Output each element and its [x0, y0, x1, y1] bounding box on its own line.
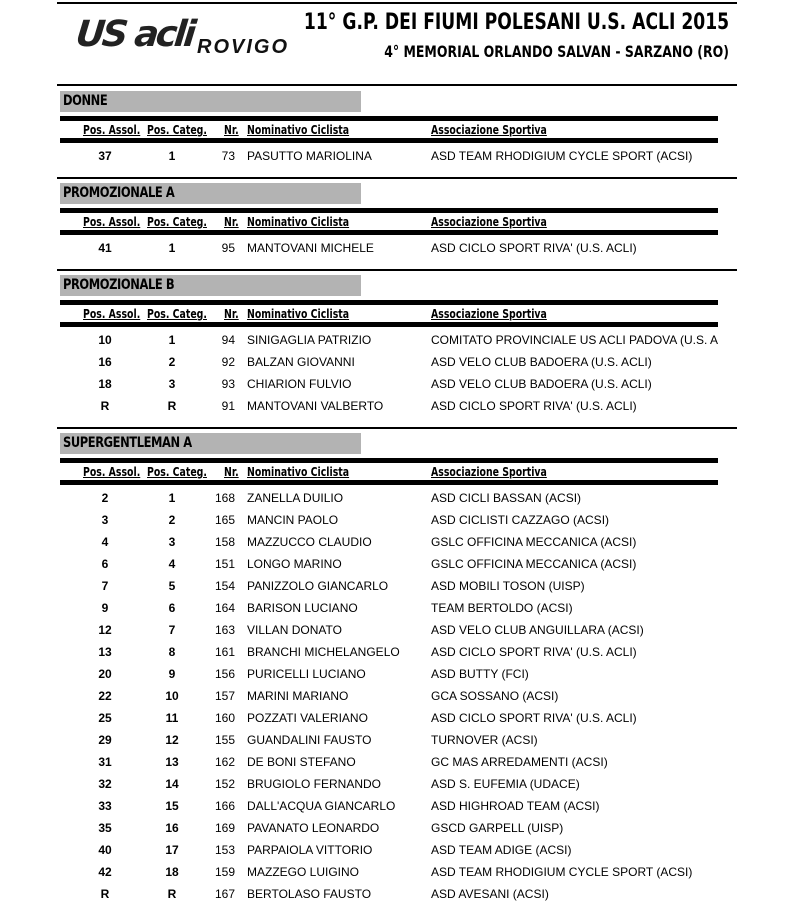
table-row [57, 399, 737, 421]
city-label: ROVIGO [197, 36, 290, 58]
category-position: 12 [165, 733, 179, 747]
column-header-name: Nominativo Ciclista [247, 123, 350, 137]
table-row [57, 355, 737, 377]
sports-club: GSLC OFFICINA MECCANICA (ACSI) [431, 557, 637, 571]
section-title [60, 275, 361, 296]
event-subtitle: 4° MEMORIAL ORLANDO SALVAN - SARZANO (RO) [384, 42, 729, 61]
rider-name: CHIARION FULVIO [247, 377, 352, 391]
rider-name: MAZZUCCO CLAUDIO [247, 535, 372, 549]
table-row [57, 557, 737, 579]
rider-name: PARPAIOLA VITTORIO [247, 843, 373, 857]
sports-club: ASD VELO CLUB ANGUILLARA (ACSI) [431, 623, 644, 637]
bib-number: 169 [214, 821, 235, 835]
absolute-position: 20 [98, 667, 112, 681]
category-position: 17 [165, 843, 179, 857]
section-title-text: PROMOZIONALE A [63, 185, 175, 201]
rider-name: BRUGIOLO FERNANDO [247, 777, 382, 791]
column-header-nr: Nr. [224, 123, 239, 137]
table-row [57, 535, 737, 557]
category-position: 16 [165, 821, 179, 835]
column-header-club: Associazione Sportiva [431, 123, 547, 137]
sports-club: ASD MOBILI TOSON (UISP) [431, 579, 585, 593]
absolute-position: 37 [98, 149, 112, 163]
bib-number: 163 [214, 623, 235, 637]
column-header-name: Nominativo Ciclista [247, 215, 350, 229]
absolute-position: 33 [98, 799, 112, 813]
sports-club: ASD CICLI BASSAN (ACSI) [431, 491, 582, 505]
section-title [60, 183, 361, 204]
absolute-position: 4 [101, 535, 109, 549]
sports-club: ASD CICLISTI CAZZAGO (ACSI) [431, 513, 610, 527]
column-headers [57, 123, 737, 137]
header-bar-top [60, 116, 718, 121]
bib-number: 73 [221, 149, 235, 163]
sports-club: ASD CICLO SPORT RIVA' (U.S. ACLI) [431, 645, 637, 659]
table-row [57, 755, 737, 777]
section-title [60, 433, 361, 454]
column-header-name: Nominativo Ciclista [247, 465, 350, 479]
table-row [57, 821, 737, 843]
us-acli-logo: US acli [73, 14, 196, 55]
table-row [57, 241, 737, 263]
bib-number: 95 [221, 241, 235, 255]
bib-number: 152 [214, 777, 235, 791]
absolute-position: 16 [98, 355, 112, 369]
rider-name: BALZAN GIOVANNI [247, 355, 355, 369]
absolute-position: 35 [98, 821, 112, 835]
absolute-position: 10 [98, 333, 112, 347]
category-position: 15 [165, 799, 179, 813]
column-header-pos: Pos. Assol. [83, 215, 141, 229]
category-position: 1 [168, 241, 176, 255]
sports-club: GCA SOSSANO (ACSI) [431, 689, 559, 703]
absolute-position: 29 [98, 733, 112, 747]
header-bar-bottom [60, 322, 718, 327]
absolute-position: 40 [98, 843, 112, 857]
category-position: R [167, 887, 177, 901]
rider-name: MAZZEGO LUIGINO [247, 865, 360, 879]
header-bar-top [60, 208, 718, 213]
sports-club: ASD VELO CLUB BADOERA (U.S. ACLI) [431, 377, 652, 391]
bib-number: 94 [221, 333, 235, 347]
sports-club: TEAM BERTOLDO (ACSI) [431, 601, 573, 615]
column-header-cat: Pos. Categ. [147, 307, 207, 321]
bib-number: 153 [214, 843, 235, 857]
bib-number: 92 [221, 355, 235, 369]
column-header-pos: Pos. Assol. [83, 123, 141, 137]
bib-number: 91 [221, 399, 235, 413]
table-row [57, 579, 737, 601]
category-position: 4 [168, 557, 176, 571]
column-header-club: Associazione Sportiva [431, 215, 547, 229]
column-headers [57, 465, 737, 479]
table-row [57, 149, 737, 171]
section-divider [57, 177, 737, 179]
table-row [57, 843, 737, 865]
bib-number: 160 [214, 711, 235, 725]
column-header-cat: Pos. Categ. [147, 123, 207, 137]
category-position: 10 [165, 689, 179, 703]
bib-number: 168 [214, 491, 235, 505]
bib-number: 158 [214, 535, 235, 549]
rider-name: PURICELLI LUCIANO [247, 667, 366, 681]
category-position: 7 [168, 623, 176, 637]
category-position: 3 [168, 535, 176, 549]
sports-club: ASD TEAM ADIGE (ACSI) [431, 843, 572, 857]
absolute-position: R [100, 887, 110, 901]
rider-name: VILLAN DONATO [247, 623, 342, 637]
sports-club: ASD CICLO SPORT RIVA' (U.S. ACLI) [431, 711, 637, 725]
section-title-text: SUPERGENTLEMAN A [63, 435, 192, 451]
bib-number: 93 [221, 377, 235, 391]
column-header-name: Nominativo Ciclista [247, 307, 350, 321]
column-headers [57, 307, 737, 321]
sports-club: GC MAS ARREDAMENTI (ACSI) [431, 755, 608, 769]
bib-number: 165 [214, 513, 235, 527]
absolute-position: 25 [98, 711, 112, 725]
category-position: R [167, 399, 177, 413]
rider-name: MANCIN PAOLO [247, 513, 339, 527]
column-header-cat: Pos. Categ. [147, 215, 207, 229]
rider-name: BARISON LUCIANO [247, 601, 358, 615]
section-title-text: PROMOZIONALE B [63, 277, 175, 293]
bib-number: 162 [214, 755, 235, 769]
top-rule [57, 2, 737, 4]
table-row [57, 887, 737, 909]
bib-number: 154 [214, 579, 235, 593]
rider-name: GUANDALINI FAUSTO [247, 733, 372, 747]
absolute-position: 12 [98, 623, 112, 637]
bib-number: 156 [214, 667, 235, 681]
absolute-position: 9 [101, 601, 109, 615]
column-header-club: Associazione Sportiva [431, 465, 547, 479]
sports-club: ASD BUTTY (FCI) [431, 667, 529, 681]
absolute-position: 7 [101, 579, 109, 593]
category-position: 14 [165, 777, 179, 791]
section-title-text: DONNE [63, 93, 108, 109]
rider-name: SINIGAGLIA PATRIZIO [247, 333, 372, 347]
rider-name: MANTOVANI MICHELE [247, 241, 374, 255]
column-header-pos: Pos. Assol. [83, 307, 141, 321]
section-divider [57, 427, 737, 429]
rider-name: POZZATI VALERIANO [247, 711, 368, 725]
table-row [57, 865, 737, 887]
column-header-nr: Nr. [224, 215, 239, 229]
sports-club: GSCD GARPELL (UISP) [431, 821, 564, 835]
table-row [57, 711, 737, 733]
table-row [57, 513, 737, 535]
absolute-position: 41 [98, 241, 112, 255]
bib-number: 151 [214, 557, 235, 571]
bib-number: 159 [214, 865, 235, 879]
header-bar-bottom [60, 230, 718, 235]
column-headers [57, 215, 737, 229]
category-position: 1 [168, 491, 176, 505]
header-bar-bottom [60, 138, 718, 143]
table-row [57, 491, 737, 513]
category-position: 18 [165, 865, 179, 879]
bib-number: 164 [214, 601, 235, 615]
sports-club: ASD S. EUFEMIA (UDACE) [431, 777, 580, 791]
category-position: 9 [168, 667, 176, 681]
rider-name: BERTOLASO FAUSTO [247, 887, 372, 901]
rider-name: PASUTTO MARIOLINA [247, 149, 372, 163]
table-row [57, 601, 737, 623]
absolute-position: 32 [98, 777, 112, 791]
absolute-position: 3 [101, 513, 109, 527]
absolute-position: 18 [98, 377, 112, 391]
sports-club: GSLC OFFICINA MECCANICA (ACSI) [431, 535, 637, 549]
column-header-club: Associazione Sportiva [431, 307, 547, 321]
category-position: 8 [168, 645, 176, 659]
sports-club: TURNOVER (ACSI) [431, 733, 538, 747]
column-header-nr: Nr. [224, 307, 239, 321]
bib-number: 157 [214, 689, 235, 703]
rider-name: LONGO MARINO [247, 557, 342, 571]
category-position: 6 [168, 601, 176, 615]
category-position: 1 [168, 149, 176, 163]
rider-name: MANTOVANI VALBERTO [247, 399, 384, 413]
sports-club: COMITATO PROVINCIALE US ACLI PADOVA (U.S. A [431, 333, 718, 347]
table-row [57, 689, 737, 711]
table-row [57, 645, 737, 667]
sports-club: ASD CICLO SPORT RIVA' (U.S. ACLI) [431, 241, 637, 255]
category-position: 1 [168, 333, 176, 347]
table-row [57, 733, 737, 755]
category-position: 2 [168, 513, 176, 527]
rider-name: DE BONI STEFANO [247, 755, 356, 769]
bib-number: 161 [214, 645, 235, 659]
category-position: 11 [165, 711, 179, 725]
absolute-position: 42 [98, 865, 112, 879]
header-bar-top [60, 458, 718, 463]
section-title [60, 91, 361, 112]
column-header-pos: Pos. Assol. [83, 465, 141, 479]
absolute-position: 31 [98, 755, 112, 769]
section-divider [57, 269, 737, 271]
sports-club: ASD TEAM RHODIGIUM CYCLE SPORT (ACSI) [431, 865, 693, 879]
sports-club: ASD TEAM RHODIGIUM CYCLE SPORT (ACSI) [431, 149, 693, 163]
table-row [57, 799, 737, 821]
bib-number: 166 [214, 799, 235, 813]
column-header-nr: Nr. [224, 465, 239, 479]
table-row [57, 667, 737, 689]
sports-club: ASD HIGHROAD TEAM (ACSI) [431, 799, 600, 813]
rider-name: MARINI MARIANO [247, 689, 349, 703]
category-position: 3 [168, 377, 176, 391]
table-row [57, 333, 737, 355]
rider-name: BRANCHI MICHELANGELO [247, 645, 400, 659]
rider-name: DALL'ACQUA GIANCARLO [247, 799, 396, 813]
rider-name: PAVANATO LEONARDO [247, 821, 380, 835]
rider-name: PANIZZOLO GIANCARLO [247, 579, 389, 593]
event-title: 11° G.P. DEI FIUMI POLESANI U.S. ACLI 2015 [303, 10, 729, 35]
header-bar-bottom [60, 480, 718, 485]
category-position: 5 [168, 579, 176, 593]
sports-club: ASD VELO CLUB BADOERA (U.S. ACLI) [431, 355, 652, 369]
header-bar-top [60, 300, 718, 305]
absolute-position: 2 [101, 491, 109, 505]
rider-name: ZANELLA DUILIO [247, 491, 344, 505]
category-position: 13 [165, 755, 179, 769]
table-row [57, 377, 737, 399]
category-position: 2 [168, 355, 176, 369]
absolute-position: R [100, 399, 110, 413]
bib-number: 155 [214, 733, 235, 747]
table-row [57, 777, 737, 799]
sports-club: ASD AVESANI (ACSI) [431, 887, 549, 901]
column-header-cat: Pos. Categ. [147, 465, 207, 479]
absolute-position: 13 [98, 645, 112, 659]
bib-number: 167 [214, 887, 235, 901]
table-row [57, 623, 737, 645]
absolute-position: 6 [101, 557, 109, 571]
sports-club: ASD CICLO SPORT RIVA' (U.S. ACLI) [431, 399, 637, 413]
absolute-position: 22 [98, 689, 112, 703]
header-rule [57, 84, 737, 86]
